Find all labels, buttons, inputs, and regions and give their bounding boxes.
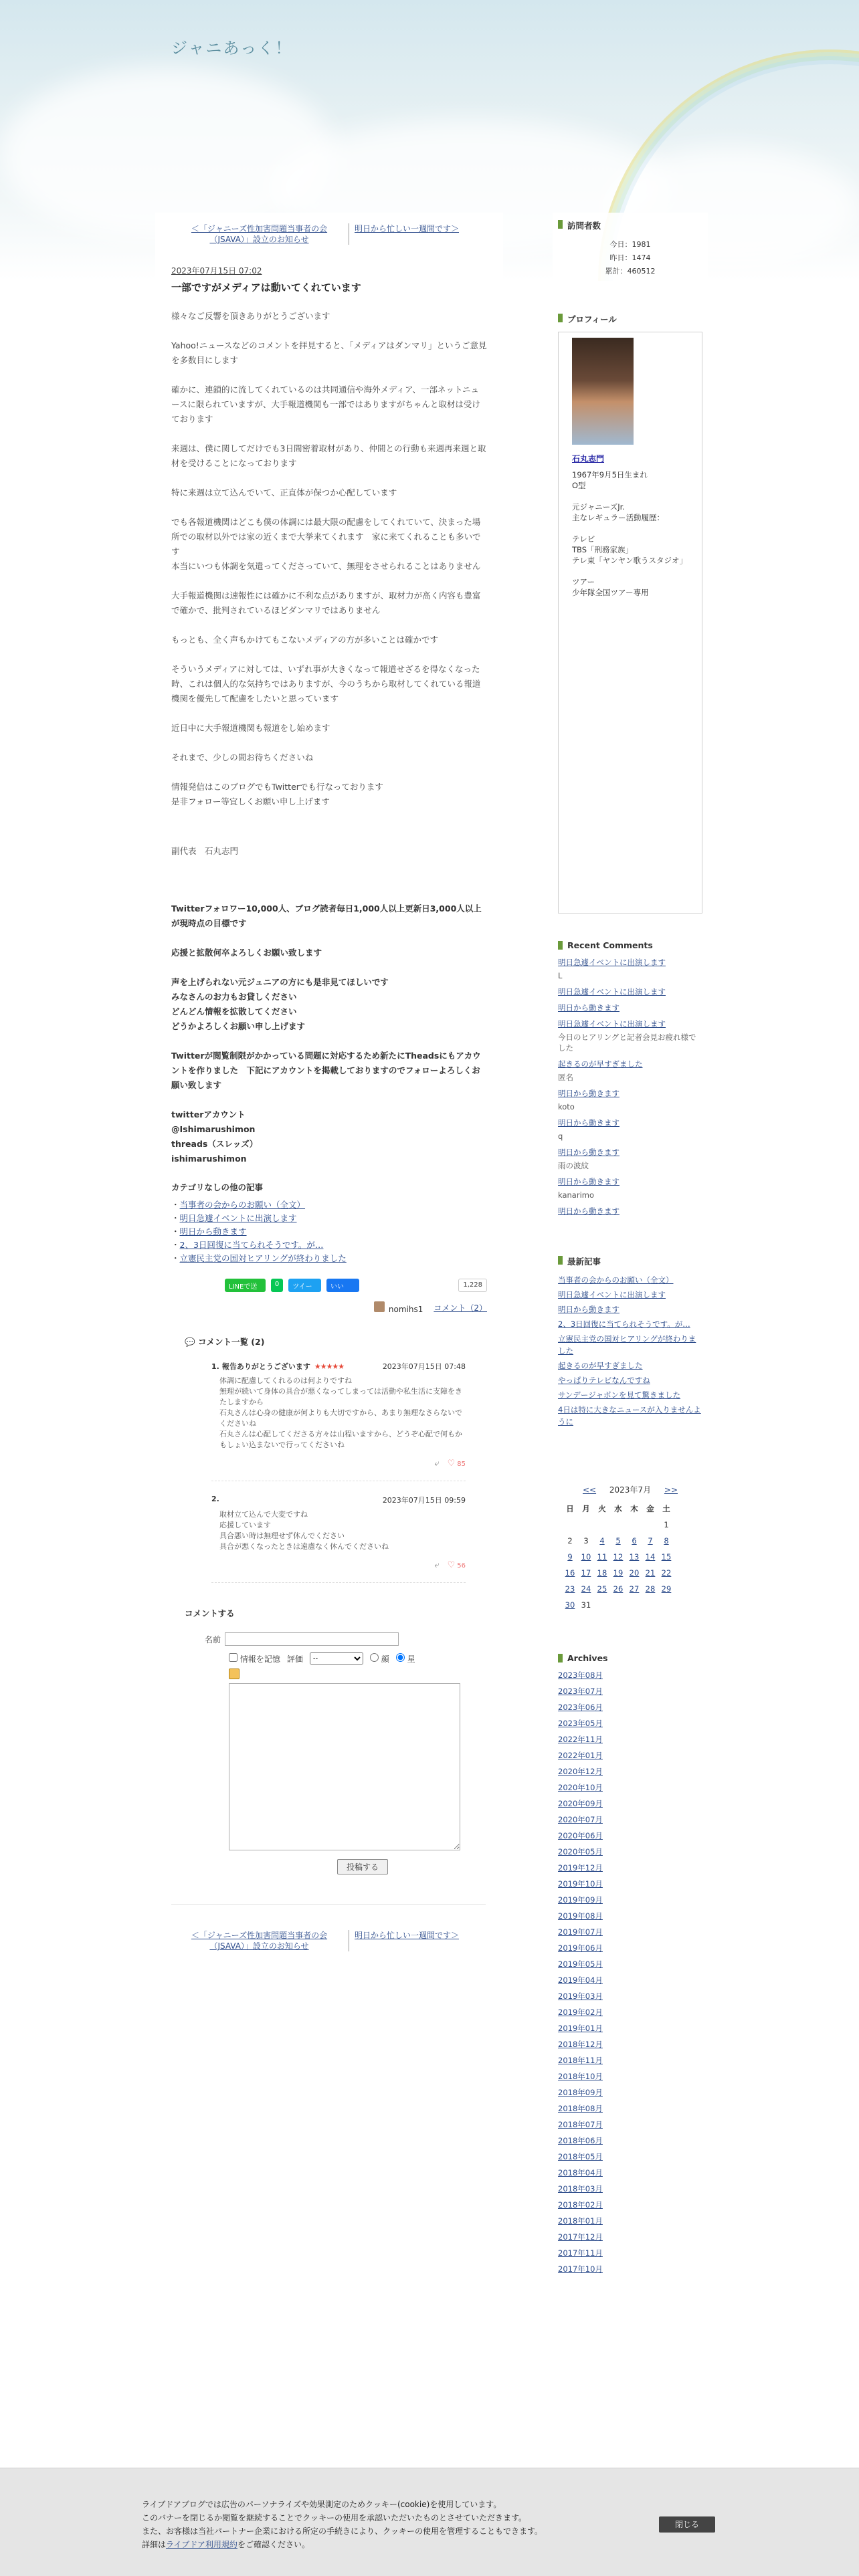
post-paragraph: 確かに、連鎖的に流してくれているのは共同通信や海外メディア、一部ネットニュースに限られていますが、大手報道機関も一部ではありますがちゃんと取材は受けております [171, 385, 480, 424]
recent-comment-link[interactable]: 明日から動きます [558, 1118, 619, 1128]
archive-link[interactable]: 2018年09月 [558, 2088, 603, 2097]
recent-comment-item [558, 1088, 702, 1112]
calendar-day[interactable]: 25 [597, 1584, 607, 1594]
calendar-day[interactable]: 26 [613, 1584, 624, 1594]
comment-number: 1. [211, 1362, 219, 1371]
face-radio[interactable] [370, 1653, 379, 1662]
calendar-day[interactable]: 11 [597, 1552, 607, 1562]
calendar-day[interactable]: 13 [629, 1552, 640, 1562]
archive-link[interactable]: 2018年07月 [558, 2120, 603, 2129]
recent-comment-link[interactable]: 明日から動きます [558, 1148, 619, 1157]
calendar-day[interactable]: 29 [661, 1584, 672, 1594]
calendar-header [558, 1484, 702, 1495]
counter-values [558, 238, 702, 278]
profile-box [553, 306, 708, 920]
recent-post-link[interactable]: 明日急遽イベントに出演します [558, 1290, 666, 1299]
archives-heading: Archives [558, 1653, 702, 1663]
comment-header [211, 1495, 466, 1505]
post-paragraph: 大手報道機関は速報性には確かに不利な点がありますが、取材力が高く内容も豊富で確かで、批判されているほどダンマリではありません [171, 591, 481, 615]
calendar-day[interactable]: 14 [645, 1552, 656, 1562]
form-options [229, 1652, 487, 1665]
heart-icon: ♡ [447, 1459, 456, 1469]
archive-link[interactable]: 2018年12月 [558, 2040, 603, 2049]
cookie-detail-prefix: 詳細は [142, 2540, 167, 2549]
calendar-weekday: 月 [582, 1504, 590, 1513]
recent-comment-author: q [558, 1132, 563, 1141]
next-post-link-bottom[interactable]: 明日から忙しい一週間です＞ [355, 1931, 460, 1940]
heart-icon: ♡ [447, 1560, 456, 1570]
cookie-text-body: ライブドアブログでは広告のパーソナライズや効果測定のためクッキー(cookie)を使用しています。 このバナーを閉じるか閲覧を継続することでクッキーの使用を承認いただいたものとさせていただきます。 また、お客様は当社パートナー企業における所定の手続きにより、クッキーの使用を管理することもできます。 [142, 2500, 543, 2536]
archive-link[interactable]: 2020年09月 [558, 1799, 603, 1808]
comments-heading-text: コメント一覧 (2) [197, 1337, 265, 1347]
post-signature: 副代表 石丸志門 [171, 846, 239, 856]
calendar-day [642, 1597, 658, 1613]
calendar-grid [562, 1501, 674, 1613]
archive-link[interactable]: 2019年08月 [558, 1911, 603, 1921]
recent-posts [553, 1249, 708, 1437]
reply-icon[interactable]: ⤶ [434, 1459, 440, 1469]
calendar-day[interactable]: 23 [565, 1584, 575, 1594]
main-column [155, 213, 503, 2433]
recent-comment-item [558, 1176, 702, 1200]
recent-comment-link[interactable]: 明日から動きます [558, 1177, 619, 1186]
name-label: 名前 [205, 1634, 221, 1644]
archive-link[interactable]: 2017年12月 [558, 2232, 603, 2242]
name-row [205, 1632, 487, 1646]
post-date[interactable]: 2023年07月15日 07:02 [171, 266, 262, 276]
comment-form-heading: コメントする [185, 1608, 235, 1618]
promo-paragraph: 応援と拡散何卒よろしくお願い致します [171, 948, 322, 958]
counter-yesterday: 昨日：1474 [609, 253, 651, 262]
recent-comment-link[interactable]: 明日急遽イベントに出演します [558, 1019, 666, 1029]
comment-author: 報告ありがとうございます [221, 1362, 310, 1371]
comment-header [211, 1361, 466, 1372]
calendar-day[interactable]: 24 [581, 1584, 591, 1594]
related-item: ・明日急遽イベントに出演します [171, 1213, 297, 1223]
calendar-weekday: 日 [566, 1504, 574, 1513]
face-label: 顔 [381, 1654, 389, 1664]
recent-comment-author: 今日のヒアリングと記者会見お疲れ様でした [558, 1033, 696, 1053]
visitor-counter [553, 213, 708, 293]
related-item: ・明日から動きます [171, 1226, 247, 1237]
recent-posts-heading: 最新記事 [558, 1255, 702, 1267]
profile-heading: プロフィール [558, 313, 702, 325]
like-count: 85 [457, 1461, 466, 1468]
rating-stars-icon: ★★★★★ [314, 1362, 345, 1371]
recent-comment-author: L [558, 971, 563, 980]
calendar-day[interactable]: 15 [661, 1552, 672, 1562]
post-paragraph: 来週は、僕に関してだけでも3日間密着取材があり、仲間との行動も来週再来週と取材を受けることになっております [171, 443, 486, 468]
calendar-day[interactable]: 8 [664, 1536, 669, 1545]
recent-comment-author: kanarimo [558, 1190, 595, 1200]
calendar-day[interactable]: 19 [613, 1568, 624, 1578]
recent-comment-link[interactable]: 明日急遽イベントに出演します [558, 958, 666, 967]
reply-icon[interactable]: ⤶ [434, 1560, 440, 1570]
archive-link[interactable]: 2020年12月 [558, 1767, 603, 1776]
archive-link[interactable]: 2019年01月 [558, 2024, 603, 2033]
post-paragraph: 特に来週は立て込んでいて、正直体が保つか心配しています [171, 488, 397, 498]
archive-link[interactable]: 2020年07月 [558, 1815, 603, 1824]
calendar-day [610, 1597, 626, 1613]
comment-textarea[interactable] [229, 1683, 460, 1850]
recent-comment-item [558, 1002, 702, 1013]
calendar-day [610, 1517, 626, 1533]
comment-actions [211, 1459, 466, 1469]
facebook-like-button[interactable]: いいね！ [326, 1279, 359, 1292]
recent-post-link[interactable]: 明日から動きます [558, 1305, 619, 1314]
recent-comment-item [558, 1018, 702, 1053]
comment-text: 体調に配慮してくれるのは何よりですね 無理が続いて身体の具合が悪くなってしまっては活動や私生活に支障をきたしますから 石丸さんは心身の健康が何よりも大切ですから、あまり無理なさらないでくださいね 石丸さんは心配してくださる方々は山程いますから、どうぞ心配で何もかもしょい込まないで行ってくださいね [219, 1376, 462, 1449]
archive-link[interactable]: 2019年10月 [558, 1879, 603, 1889]
calendar [553, 1477, 708, 1620]
profile-photo[interactable] [572, 338, 634, 445]
name-input[interactable] [225, 1632, 399, 1646]
archive-link[interactable]: 2019年04月 [558, 1975, 603, 1985]
calendar-day[interactable]: 10 [581, 1552, 591, 1562]
archive-link[interactable]: 2022年11月 [558, 1735, 603, 1744]
archive-link[interactable]: 2023年07月 [558, 1687, 603, 1696]
recent-comment-author: 雨の波紋 [558, 1161, 589, 1170]
recent-post-link[interactable]: 2、3日回復に当てられそうです。が… [558, 1319, 690, 1329]
recent-comments [553, 934, 708, 1228]
post-body [171, 309, 487, 859]
comment-bubble-icon: 💬 [185, 1337, 195, 1347]
archive-link[interactable]: 2020年06月 [558, 1831, 603, 1840]
calendar-weekday: 火 [598, 1504, 606, 1513]
promo-block [171, 901, 487, 1265]
recent-comment-item [558, 1147, 702, 1171]
calendar-day: 2 [567, 1536, 573, 1545]
recent-comment-link[interactable]: 明日から動きます [558, 1206, 619, 1216]
prev-post-link[interactable]: ＜「ジャニーズ性加害問題当事者の会（JSAVA）」設立のお知らせ [175, 223, 349, 245]
archive-link[interactable]: 2019年02月 [558, 2008, 603, 2017]
recent-post-link[interactable]: 立憲民主党の国対ヒアリングが終わりました [558, 1334, 696, 1356]
post-paragraph: でも各報道機関はどこも僕の体調には最大限の配慮をしてくれていて、決まった場所での取材以外では家の近くまで大挙来てくれます 家に来てくれることも多いです 本当にいつも体調を気遣ってくださっていて、無理をさせられることはありません [171, 517, 481, 571]
calendar-day [594, 1517, 610, 1533]
archive-link[interactable]: 2022年01月 [558, 1751, 603, 1760]
counter-heading: 訪問者数 [558, 219, 702, 231]
recent-comment-link[interactable]: 明日から動きます [558, 1003, 619, 1012]
recent-comment-item [558, 1117, 702, 1142]
archive-link[interactable]: 2018年08月 [558, 2104, 603, 2113]
comment-item [211, 1361, 466, 1481]
counter-today: 今日：1981 [609, 240, 651, 249]
profile-card [558, 332, 702, 914]
related-heading: カテゴリなしの他の記事 [171, 1182, 264, 1192]
recent-post-link[interactable]: 4日は特に大きなニュースが入りませんように [558, 1405, 701, 1426]
calendar-day[interactable]: 21 [645, 1568, 656, 1578]
calendar-day[interactable]: 22 [661, 1568, 672, 1578]
related-list [171, 1198, 487, 1265]
rating-label: 評価 [286, 1654, 303, 1664]
counter-total: 累計：460512 [605, 267, 656, 276]
calendar-day[interactable]: 4 [599, 1536, 605, 1545]
comments-section [171, 1335, 487, 1583]
comments-heading [185, 1335, 487, 1348]
line-share-button[interactable]: LINEで送る [225, 1279, 266, 1292]
terms-link[interactable]: ライブドア利用規約 [166, 2540, 237, 2549]
calendar-day [578, 1517, 594, 1533]
post-paragraph: もっとも、全く声もかけてもこないメディアの方が多いことは確かです [171, 635, 439, 645]
post-pager-bottom [171, 1930, 487, 1951]
recent-comment-author: 匿名 [558, 1073, 573, 1082]
remember-label: 情報を記憶 [240, 1654, 280, 1664]
like-count: 56 [457, 1562, 466, 1570]
like-button[interactable] [448, 1459, 466, 1469]
rating-select[interactable] [310, 1652, 363, 1665]
calendar-weekday: 木 [630, 1504, 638, 1513]
promo-paragraph: Twitterフォロワー10,000人、ブログ読者毎日1,000人以上更新日3,000人以上が現時点の目標です [171, 903, 482, 928]
share-bar [171, 1279, 487, 1301]
post-paragraph: 近日中に大手報道機関も報道をし始めます [171, 723, 330, 733]
blog-title[interactable]: ジャニあっく！ [171, 39, 293, 58]
calendar-day[interactable]: 28 [645, 1584, 656, 1594]
calendar-day[interactable]: 7 [648, 1536, 653, 1545]
calendar-day: 1 [664, 1520, 669, 1529]
comment-date: 2023年07月15日 09:59 [382, 1496, 466, 1505]
calendar-day[interactable]: 5 [615, 1536, 621, 1545]
calendar-weekday: 土 [662, 1504, 670, 1513]
promo-paragraph: Twitterが閲覧制限がかかっている問題に対応するため新たにTheadsにもアカウントを作りました 下記にアカウントを掲載しておりますのでフォローよろしくお願い致します [171, 1051, 481, 1090]
star-option[interactable] [396, 1653, 415, 1665]
archive-link[interactable]: 2019年03月 [558, 1992, 603, 2001]
calendar-weekday: 金 [646, 1504, 654, 1513]
comment-date: 2023年07月15日 07:48 [382, 1362, 466, 1371]
archive-link[interactable]: 2017年10月 [558, 2264, 603, 2274]
comment-form [171, 1607, 487, 1874]
author-name: nomihs1 [388, 1305, 423, 1314]
calendar-day: 3 [583, 1536, 589, 1545]
calendar-day[interactable]: 12 [613, 1552, 624, 1562]
remember-option[interactable] [229, 1653, 280, 1665]
face-option[interactable] [370, 1653, 389, 1665]
recent-comment-item [558, 957, 702, 981]
calendar-title: 2023年7月 [609, 1485, 652, 1495]
author-row [171, 1301, 487, 1314]
calendar-next[interactable]: >> [664, 1485, 678, 1495]
related-item: ・立憲民主党の国対ヒアリングが終わりました [171, 1253, 347, 1263]
calendar-day [594, 1597, 610, 1613]
recent-comment-item [558, 986, 702, 997]
post-paragraph: Yahoo!ニュースなどのコメントを拝見すると、「メディアはダンマリ」というご意見を多数目にします [171, 340, 487, 365]
calendar-day [562, 1517, 578, 1533]
archive-link[interactable]: 2020年10月 [558, 1783, 603, 1792]
related-link[interactable]: 2、3日回復に当てられそうです。が… [179, 1240, 324, 1250]
calendar-day [642, 1517, 658, 1533]
comment-actions [211, 1560, 466, 1570]
divider [171, 1904, 486, 1905]
comment-meta [211, 1495, 226, 1505]
recent-post-link[interactable]: 起きるのが早すぎました [558, 1361, 643, 1370]
recent-comment-link[interactable]: 明日から動きます [558, 1089, 619, 1098]
archive-link[interactable]: 2019年09月 [558, 1895, 603, 1905]
post-paragraph: それまで、少しの間お待ちくださいね [171, 752, 314, 762]
archive-link[interactable]: 2019年07月 [558, 1927, 603, 1937]
calendar-day[interactable]: 9 [567, 1552, 573, 1562]
calendar-day [626, 1517, 642, 1533]
recent-post-link[interactable]: やっぱりテレビなんですね [558, 1376, 650, 1385]
next-post-link[interactable]: 明日から忙しい一週間です＞ [355, 224, 460, 233]
hatena-bookmark-button[interactable]: 1,228 [458, 1279, 487, 1292]
prev-post-link-bottom[interactable]: ＜「ジャニーズ性加害問題当事者の会（JSAVA）」設立のお知らせ [175, 1930, 349, 1951]
cookie-detail-suffix: をご確認ください。 [237, 2540, 310, 2549]
star-radio[interactable] [396, 1653, 405, 1662]
recent-comments-heading: Recent Comments [558, 940, 702, 950]
calendar-day[interactable]: 20 [629, 1568, 640, 1578]
promo-paragraph: twitterアカウント @Ishimarushimon threads（スレッズ） ishimarushimon [171, 1109, 258, 1164]
post-paragraph: 様々なご反響を頂きありがとうございます [171, 311, 330, 321]
calendar-day[interactable]: 27 [629, 1584, 640, 1594]
archive-link[interactable]: 2018年02月 [558, 2200, 603, 2210]
calendar-day[interactable]: 6 [632, 1536, 637, 1545]
cookie-close-button[interactable]: 閉じる [659, 2516, 715, 2533]
recent-post-link[interactable]: 当事者の会からのお願い（全文） [558, 1275, 674, 1285]
calendar-day [658, 1597, 674, 1613]
archive-link[interactable]: 2019年05月 [558, 1959, 603, 1969]
archive-link[interactable]: 2018年06月 [558, 2136, 603, 2145]
calendar-day[interactable]: 16 [565, 1568, 575, 1578]
post-pager-top [171, 223, 487, 245]
related-link[interactable]: 明日から動きます [179, 1226, 247, 1237]
related-link[interactable]: 立憲民主党の国対ヒアリングが終わりました [179, 1253, 347, 1263]
recent-comment-item [558, 1059, 702, 1083]
related-item: ・当事者の会からのお願い（全文） [171, 1200, 306, 1210]
star-label: 星 [407, 1654, 415, 1664]
related-item: ・2、3日回復に当てられそうです。が… [171, 1240, 324, 1250]
emoji-picker-icon[interactable] [229, 1669, 240, 1679]
comment-meta [211, 1361, 344, 1372]
recent-comment-link[interactable]: 起きるのが早すぎました [558, 1059, 643, 1069]
archive-link[interactable]: 2018年01月 [558, 2216, 603, 2226]
calendar-prev[interactable]: << [582, 1485, 597, 1495]
author [374, 1301, 423, 1314]
recent-comment-link[interactable]: 明日急遽イベントに出演します [558, 987, 666, 996]
post-paragraph: そういうメディアに対しては、いずれ事が大きくなって報道せざるを得なくなった時、これは個人的な気持ちではありますが、今のうちから取材してくれている報道機関を優先して配慮をしたいと思っています [171, 664, 481, 704]
calendar-weekday: 水 [614, 1504, 622, 1513]
comments-count-link[interactable]: コメント（2） [434, 1303, 487, 1313]
archive-link[interactable]: 2023年05月 [558, 1719, 603, 1728]
promo-paragraph: 声を上げられない元ジュニアの方にも是非見てほしいです みなさんのお力もお貸しください どんどん情報を拡散してください どうかよろしくお願い申し上げます [171, 977, 389, 1031]
comment-text: 取材立て込んで大変ですね 応援しています 具合悪い時は無理せず休んでください 具合が悪くなったときは遠慮なく休んでくださいね [219, 1510, 389, 1551]
archive-link[interactable]: 2020年05月 [558, 1847, 603, 1856]
tweet-button[interactable]: ツイート [288, 1279, 321, 1292]
remember-checkbox[interactable] [229, 1653, 237, 1662]
like-button[interactable] [448, 1560, 466, 1570]
archive-link[interactable]: 2018年05月 [558, 2152, 603, 2161]
post-paragraph: 情報発信はこのブログでもTwitterでも行なっております 是非フォロー等宜しくお願い申し上げます [171, 782, 383, 807]
archive-link[interactable]: 2019年12月 [558, 1863, 603, 1872]
recent-comment-item [558, 1206, 702, 1216]
calendar-day: 31 [581, 1600, 591, 1610]
calendar-day[interactable]: 17 [581, 1568, 591, 1578]
cookie-text [142, 2498, 610, 2551]
archive-link[interactable]: 2023年08月 [558, 1671, 603, 1680]
post-title: 一部ですがメディアは動いてくれています [171, 282, 361, 294]
related-link[interactable]: 当事者の会からのお願い（全文） [179, 1200, 306, 1210]
recent-post-link[interactable]: サンデージャポンを見て驚きました [558, 1390, 680, 1400]
avatar [374, 1301, 385, 1312]
archive-link[interactable]: 2017年11月 [558, 2248, 603, 2258]
comment-number: 2. [211, 1495, 219, 1503]
sidebar [553, 213, 708, 2286]
line-count-button[interactable]: 0 [271, 1279, 283, 1292]
archive-link[interactable]: 2019年06月 [558, 1943, 603, 1953]
calendar-day[interactable]: 30 [565, 1600, 575, 1610]
calendar-day[interactable]: 18 [597, 1568, 607, 1578]
cookie-banner [0, 2468, 859, 2576]
archive-link[interactable]: 2018年10月 [558, 2072, 603, 2081]
archive-link[interactable]: 2023年06月 [558, 1703, 603, 1712]
recent-comment-author: koto [558, 1102, 575, 1111]
archive-link[interactable]: 2018年11月 [558, 2056, 603, 2065]
archives [553, 1646, 708, 2286]
profile-text: 1967年9月5日生まれ O型 元ジャニーズJr. 主なレギュラー活動履歴： テレビ TBS「刑務家族」 テレ東「ヤンヤン歌うスタジオ」 ツアー 少年隊全国ツアー専用 [572, 470, 688, 597]
archive-link[interactable]: 2018年03月 [558, 2184, 603, 2193]
related-link[interactable]: 明日急遽イベントに出演します [179, 1213, 297, 1223]
profile-name[interactable]: 石丸志門 [572, 454, 605, 463]
archive-link[interactable]: 2018年04月 [558, 2168, 603, 2177]
submit-button[interactable]: 投稿する [337, 1859, 388, 1874]
comment-item [211, 1495, 466, 1583]
calendar-day [626, 1597, 642, 1613]
